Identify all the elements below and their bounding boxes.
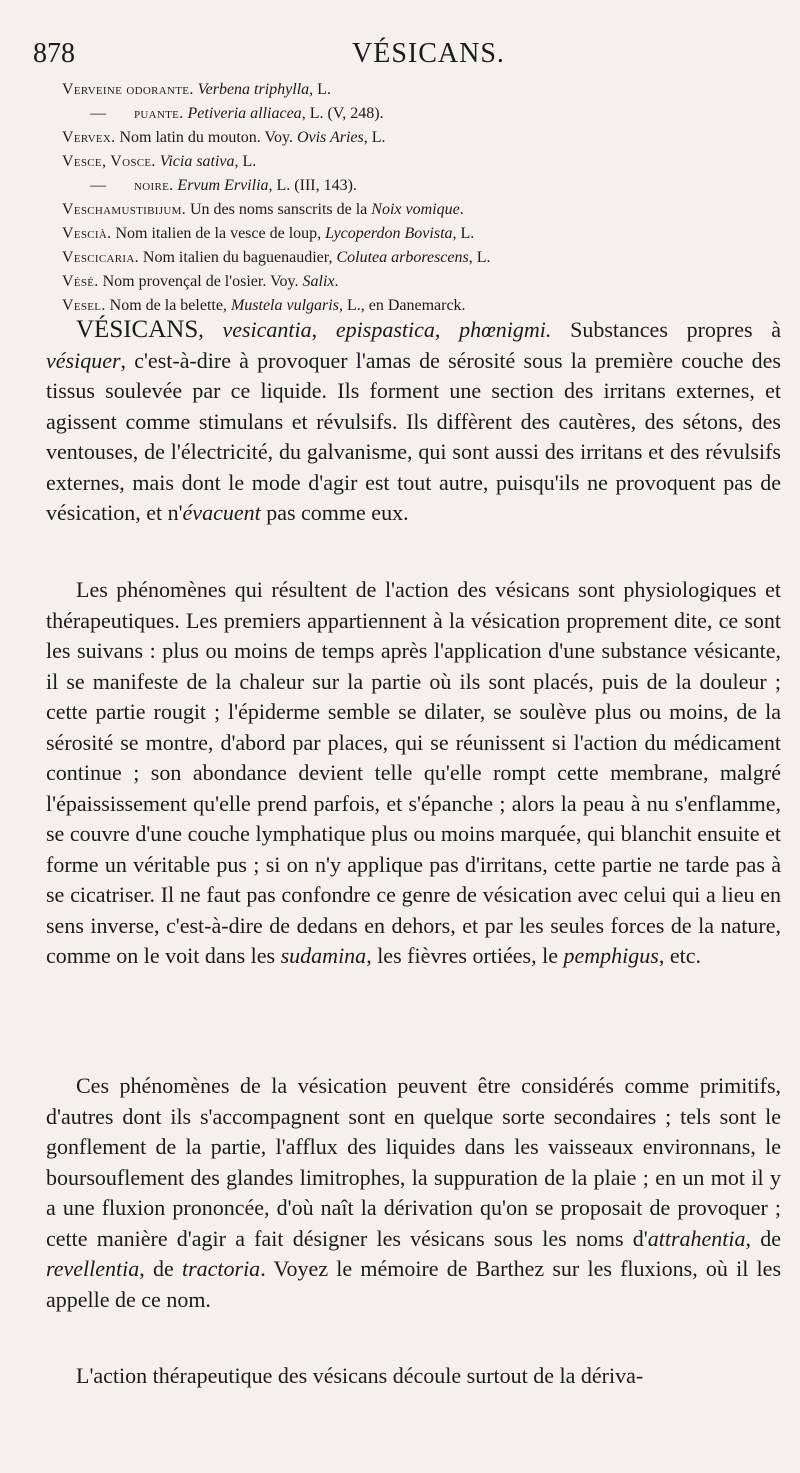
- entry-headword: puante.: [134, 105, 184, 122]
- entry-text: , L.: [309, 81, 331, 98]
- body-text: ,: [434, 317, 460, 342]
- entry-headword: Vescicaria.: [62, 249, 139, 266]
- entry-latin-name: Salix: [302, 273, 335, 290]
- entry-dash: —: [90, 177, 106, 194]
- running-title: VÉSICANS.: [352, 38, 505, 69]
- dictionary-entry: [62, 198, 782, 222]
- entry-text: , L.: [452, 225, 475, 242]
- entry-text: Nom latin du mouton. Voy.: [115, 129, 297, 146]
- body-text: , les fièvres ortiées, le: [366, 943, 564, 968]
- body-text: Ces phénomènes de la vésication peuvent être considérés comme primitifs, d'autres dont ils s'accompagnent sont en quelque sorte secondaires ; tels sont le gonflement de la partie, l'afflux des liquides dans les vaisseaux environnans, le boursouflement des glandes limitrophes, la suppuration de la plaie ; en un mot il y a une fluxion prononcée, d'où naît la dérivation qu'on se proposait de provoquer ; cette manière d'agir a fait désigner les vésicans sous les noms d': [46, 1073, 781, 1251]
- entry-latin-name: Lycoperdon Bovista: [325, 225, 453, 242]
- entry-text: , L.: [234, 153, 257, 170]
- paragraph-therapeutic-action: [46, 1361, 781, 1392]
- body-text: pas comme eux.: [260, 500, 409, 525]
- italic-term: attrahentia: [647, 1225, 746, 1251]
- entry-latin-name: Noix vomique: [371, 201, 460, 218]
- entry-text: , L. (V, 248).: [301, 105, 384, 122]
- italic-term: évacuent: [182, 500, 261, 525]
- italic-term: sudamina: [280, 943, 367, 968]
- entry-latin-name: Mustela vulgaris: [230, 297, 339, 314]
- entry-text: Nom italien de la vesce de loup,: [111, 225, 326, 242]
- entry-headword: Vescià.: [62, 225, 112, 242]
- paragraph-physiological-phenomena: [46, 575, 781, 972]
- entry-text: , L.: [468, 249, 491, 266]
- dictionary-entry: [62, 126, 782, 150]
- entry-text: Nom de la belette,: [105, 297, 231, 314]
- paragraph-vesicans-definition: [46, 315, 781, 529]
- dictionary-entry: [62, 222, 782, 246]
- entry-headword: Verveine odorante.: [62, 81, 194, 98]
- italic-term: phœnigmi.: [459, 317, 552, 342]
- entry-latin-name: Petiveria alliacea: [187, 105, 302, 122]
- entry-latin-name: Colutea arborescens: [336, 249, 469, 266]
- dictionary-entries: [62, 78, 782, 318]
- italic-term: revellentia: [46, 1256, 140, 1281]
- body-text: ,: [198, 317, 223, 342]
- body-text: , de: [745, 1225, 782, 1251]
- italic-term: epispastica: [335, 317, 435, 342]
- body-text: ,: [311, 317, 336, 342]
- italic-term: vésiquer: [46, 347, 121, 373]
- article-headword: VÉSICANS: [76, 316, 199, 343]
- entry-headword: Vésé.: [62, 273, 99, 290]
- body-text: , etc.: [658, 943, 701, 968]
- body-text: , c'est-à-dire à provoquer l'amas de sérosité sous la première couche des tissus soulevée par ce liquide. Ils forment une section des irritans externes, et agissent comme stimulans et révulsifs. Ils diffèrent des cautères, des sétons, des ventouses, de l'électricité, du galvanisme, qui sont aussi des irritans et des révulsifs externes, mais dont le mode d'agir est tout autre, puisqu'ils ne provoquent pas de vésication, et n': [46, 347, 781, 525]
- italic-term: tractoria: [181, 1256, 261, 1281]
- entry-text: .: [459, 201, 464, 218]
- entry-text: Un des noms sanscrits de la: [185, 201, 372, 218]
- dictionary-entry: [62, 102, 782, 126]
- body-text: , de: [139, 1256, 182, 1281]
- entry-latin-name: Vicia sativa: [159, 153, 235, 170]
- dictionary-entry: [62, 246, 782, 270]
- entry-headword: Vervex.: [62, 129, 116, 146]
- page-header: [0, 38, 800, 74]
- body-text: L'action thérapeutique des vésicans découle surtout de la dériva-: [76, 1363, 644, 1388]
- body-text: Substances propres à: [551, 317, 782, 342]
- entry-text: , L. (III, 143).: [268, 177, 357, 194]
- dictionary-entry: [62, 150, 782, 174]
- entry-headword: Vesel.: [62, 297, 106, 314]
- entry-headword: noire.: [134, 177, 174, 194]
- entry-text: , L.: [363, 129, 386, 146]
- entry-latin-name: Ovis Aries: [296, 129, 364, 146]
- italic-term: vesicantia: [222, 317, 312, 342]
- page-number: 878: [33, 38, 75, 69]
- dictionary-entry: [62, 270, 782, 294]
- entry-latin-name: Verbena triphylla: [197, 81, 310, 98]
- entry-text: Nom italien du baguenaudier,: [138, 249, 337, 266]
- body-text: Les phénomènes qui résultent de l'action des vésicans sont physiologiques et thérapeutiques. Les premiers appartiennent à la vésication proprement dite, ce sont les suivans : plus ou moins de temps après l'application d'une substance vésicante, il se manifeste de la chaleur sur la partie où ils sont placés, puis de la douleur ; cette partie rougit ; l'épiderme semble se dilater, se soulève plus ou moins, de la sérosité se montre, d'abord par places, qui se réunissent si l'action du médicament continue ; son abondance devient telle qu'elle rompt cette membrane, malgré l'épaississement qu'elle prend parfois, et s'épanche ; alors la peau à nu s'enflamme, se couvre d'une couche lymphatique plus ou moins marquée, qui blanchit ensuite et forme un véritable pus ; si on n'y applique pas d'irritans, cette partie ne tarde pas à se cicatriser. Il ne faut pas confondre ce genre de vésication avec celui qui a lieu en sens inverse, c'est-à-dire de dedans en dehors, et par les seules forces de la nature, comme on le voit dans les: [46, 577, 781, 968]
- entry-text: Nom provençal de l'osier. Voy.: [98, 273, 303, 290]
- italic-term: pemphigus: [563, 943, 659, 968]
- entry-latin-name: Ervum Ervilia: [177, 177, 269, 194]
- paragraph-secondary-phenomena: [46, 1071, 781, 1315]
- entry-headword: Veschamustibijum.: [62, 201, 186, 218]
- entry-headword: Vesce, Vosce.: [62, 153, 156, 170]
- entry-dash: —: [90, 105, 106, 122]
- dictionary-entry: [62, 78, 782, 102]
- entry-text: .: [334, 273, 339, 290]
- dictionary-entry: [62, 174, 782, 198]
- entry-text: , L., en Danemarck.: [338, 297, 466, 314]
- body-text: . Voyez le mémoire de Barthez sur les fluxions, où il les appelle de ce nom.: [46, 1256, 782, 1312]
